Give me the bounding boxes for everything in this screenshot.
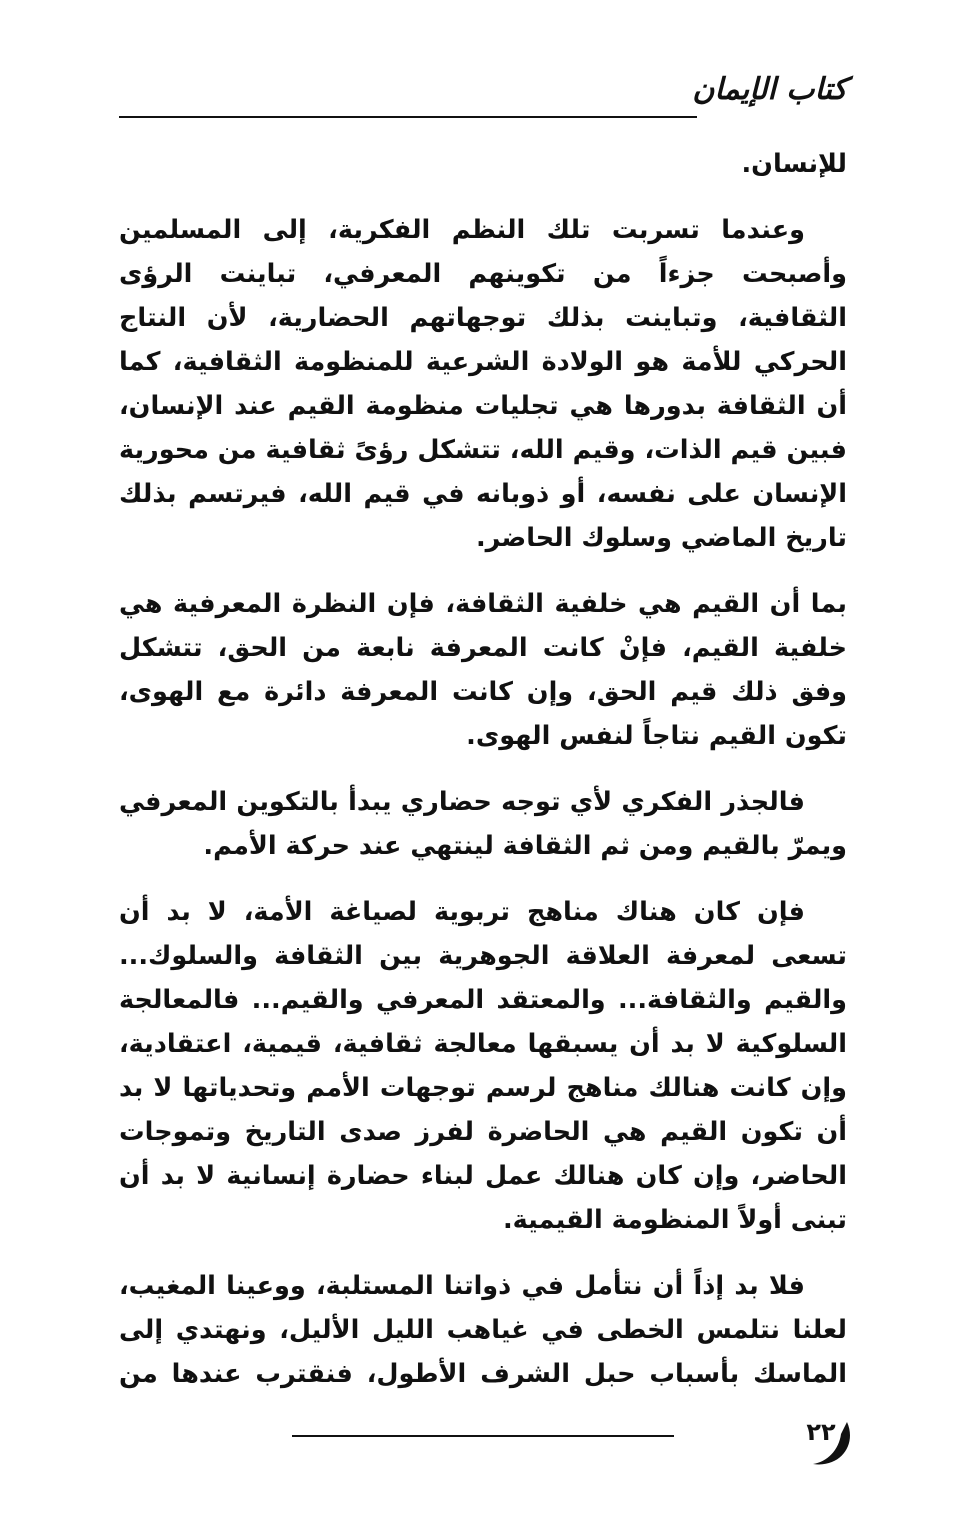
book-title-logo: كتاب الإيمان (692, 72, 847, 107)
paragraph: فالجذر الفكري لأي توجه حضاري يبدأ بالتكوين المعرفي ويمرّ بالقيم ومن ثم الثقافة لينتهي عند حركة الأمم. (119, 787, 847, 861)
paragraph: بما أن القيم هي خلفية الثقافة، فإن النظرة المعرفية هي خلفية القيم، فإنْ كانت المعرفة نابعة من الحق، تتشكل وفق ذلك قيم الحق، وإن كانت المعرفة دائرة مع الهوى، تكون القيم نتاجاً لنفس الهوى. (119, 589, 847, 751)
paragraph-continuation: للإنسان. (741, 149, 847, 179)
header-rule (119, 116, 697, 118)
running-header (119, 66, 847, 126)
page-number: ٢٢ (806, 1418, 836, 1446)
paragraph: فإن كان هناك مناهج تربوية لصياغة الأمة، لا بد أن تسعى لمعرفة العلاقة الجوهرية بين الثقافة والسلوك... والقيم والثقافة... والمعتقد المعرفي والقيم... فالمعالجة السلوكية لا بد أن يسبقها معالجة ثقافية، قيمية، اعتقادية، وإن كانت هنالك مناهج لرسم توجهات الأمم وتحدياتها لا بد أن تكون القيم هي الحاضرة لفرز صدى التاريخ وتموجات الحاضر، وإن كان هنالك عمل لبناء حضارة إنسانية لا بد أن تبنى أولاً المنظومة القيمية. (119, 897, 847, 1235)
footer-rule (292, 1435, 674, 1437)
page-body (119, 142, 847, 1397)
paragraph: وعندما تسربت تلك النظم الفكرية، إلى المسلمين وأصبحت جزءاً من تكوينهم المعرفي، تباينت الرؤى الثقافية، وتباينت بذلك توجهاتهم الحضارية، لأن النتاج الحركي للأمة هو الولادة الشرعية للمنظومة الثقافية، كما أن الثقافة بدورها هي تجليات منظومة القيم عند الإنسان، فبين قيم الذات، وقيم الله، تتشكل رؤىً ثقافية من محورية الإنسان على نفسه، أو ذوبانه في قيم الله، فيرتسم بذلك تاريخ الماضي وسلوك الحاضر. (119, 215, 847, 553)
paragraph: فلا بد إذاً أن نتأمل في ذواتنا المستلبة، ووعينا المغيب، لعلنا نتلمس الخطى في غياهب الليل الأليل، ونهتدي إلى الماسك بأسباب حبل الشرف الأطول، فنقترب عندها من (119, 1271, 847, 1389)
